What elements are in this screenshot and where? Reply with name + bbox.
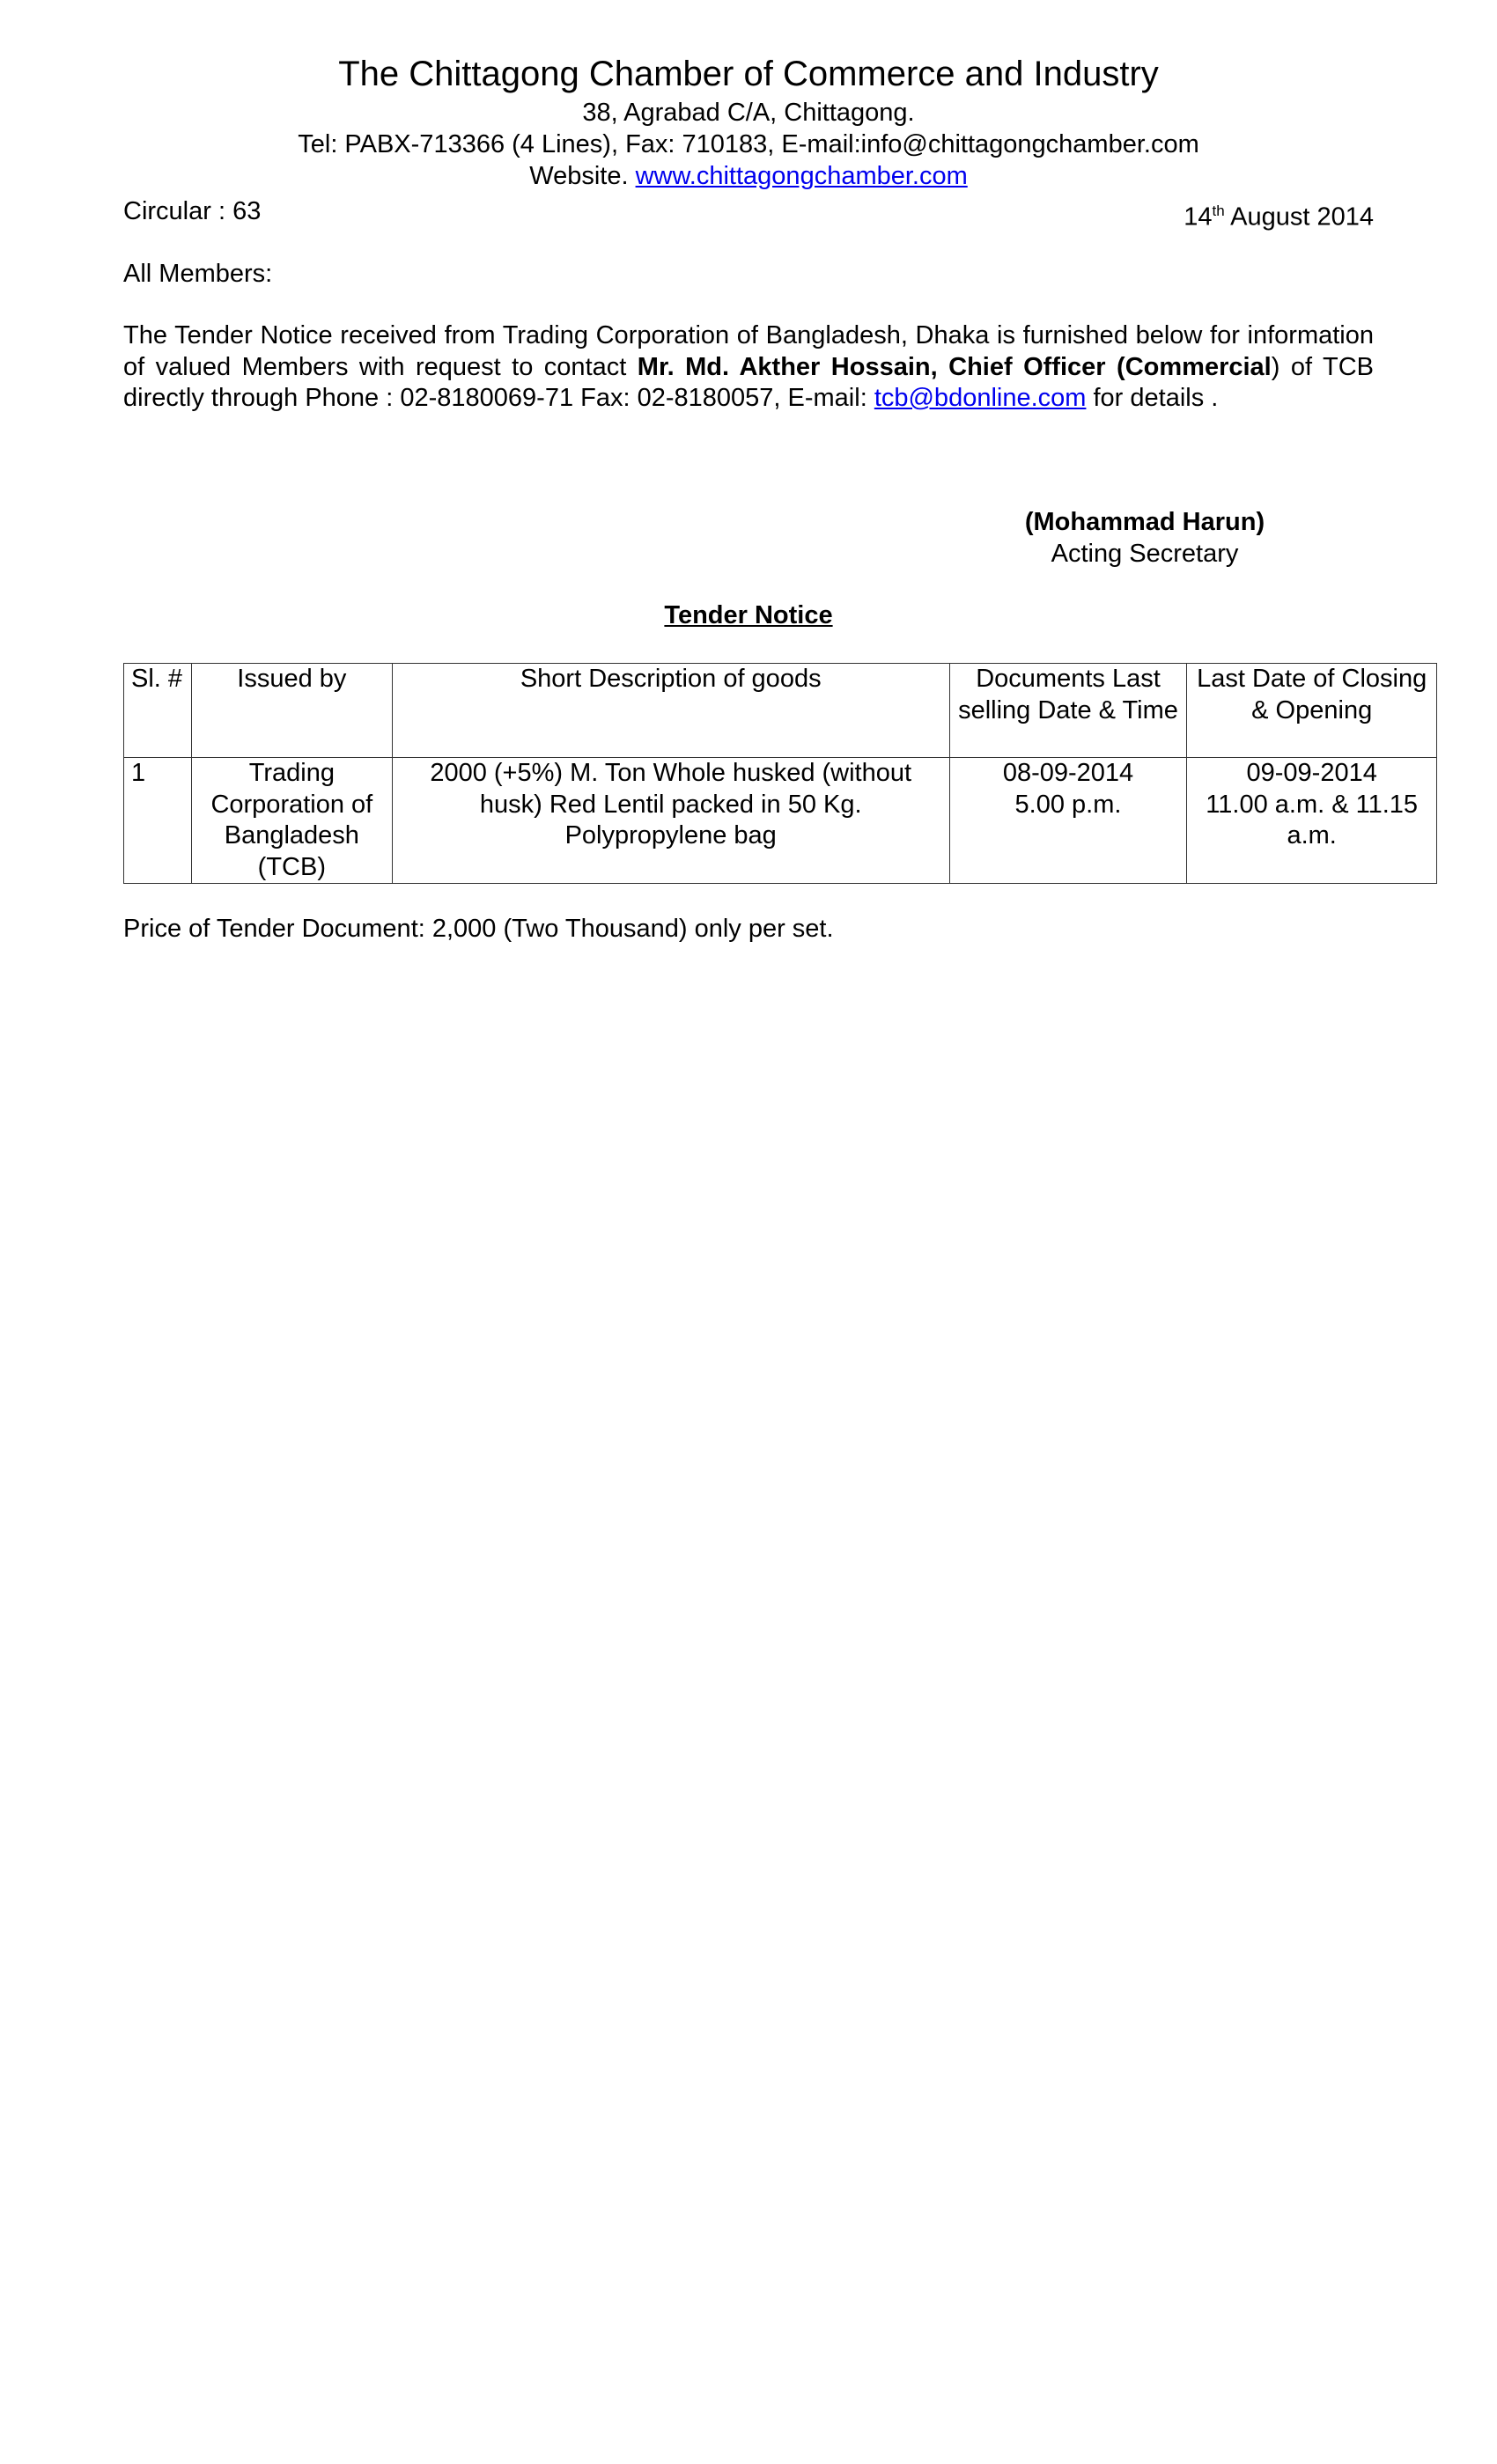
date-day: 14 [1184, 202, 1213, 232]
circular-date [1184, 195, 1374, 233]
cell-docs-last-selling [949, 758, 1187, 884]
docs-date: 08-09-2014 [1002, 759, 1134, 787]
notice-title: Tender Notice [664, 601, 833, 629]
docs-time: 5.00 p.m. [1014, 790, 1122, 819]
body-paragraph [123, 320, 1374, 415]
contact-line: Tel: PABX-713366 (4 Lines), Fax: 710183, E-mail:info@chittagongchamber.com [298, 130, 1199, 158]
email-link[interactable]: tcb@bdonline.com [874, 384, 1087, 412]
body-text-3: for details . [1086, 384, 1219, 412]
cell-sl: 1 [124, 758, 192, 884]
website-label: Website. [529, 162, 636, 190]
table-row [124, 758, 1437, 884]
circular-number: Circular : 63 [123, 197, 262, 225]
closing-date: 09-09-2014 [1246, 759, 1377, 787]
date-rest: August 2014 [1224, 202, 1374, 232]
header-docs-last-selling: Documents Last selling Date & Time [949, 664, 1187, 758]
header-description: Short Description of goods [392, 664, 949, 758]
website-link[interactable]: www.chittagongchamber.com [635, 162, 968, 190]
date-suffix: th [1212, 202, 1225, 219]
cell-last-date-closing [1187, 758, 1437, 884]
body-text-1: The Tender Notice received from Trading Corporation of Bangladesh, Dhaka is furnished below for information of valued Members with request to contact [123, 321, 1374, 381]
address-line: 38, Agrabad C/A, Chittagong. [582, 99, 915, 127]
organization-name: The Chittagong Chamber of Commerce and Industry [338, 55, 1159, 93]
contact-person: Mr. Md. Akther Hossain, Chief Officer (Commercial [637, 352, 1272, 381]
price-note: Price of Tender Document: 2,000 (Two Thousand) only per set. [123, 915, 834, 943]
header-last-date-closing: Last Date of Closing & Opening [1187, 664, 1437, 758]
website-line [0, 160, 1497, 192]
salutation: All Members: [123, 260, 273, 288]
header-sl: Sl. # [124, 664, 192, 758]
cell-description: 2000 (+5%) M. Ton Whole husked (without husk) Red Lentil packed in 50 Kg. Polypropylene bag [392, 758, 949, 884]
signature-block [969, 506, 1321, 570]
signatory-name: (Mohammad Harun) [1024, 508, 1265, 536]
closing-time: 11.00 a.m. & 11.15 a.m. [1206, 790, 1419, 850]
cell-issued-by: Trading Corporation of Bangladesh (TCB) [191, 758, 392, 884]
tender-table [123, 663, 1437, 884]
signatory-title: Acting Secretary [1051, 540, 1239, 568]
table-header-row [124, 664, 1437, 758]
header-issued-by: Issued by [191, 664, 392, 758]
body-text-2: ) of TCB directly through Phone : 02-8180069-71 Fax: 02-8180057, E-mail: [123, 352, 1374, 412]
letterhead [0, 51, 1497, 192]
